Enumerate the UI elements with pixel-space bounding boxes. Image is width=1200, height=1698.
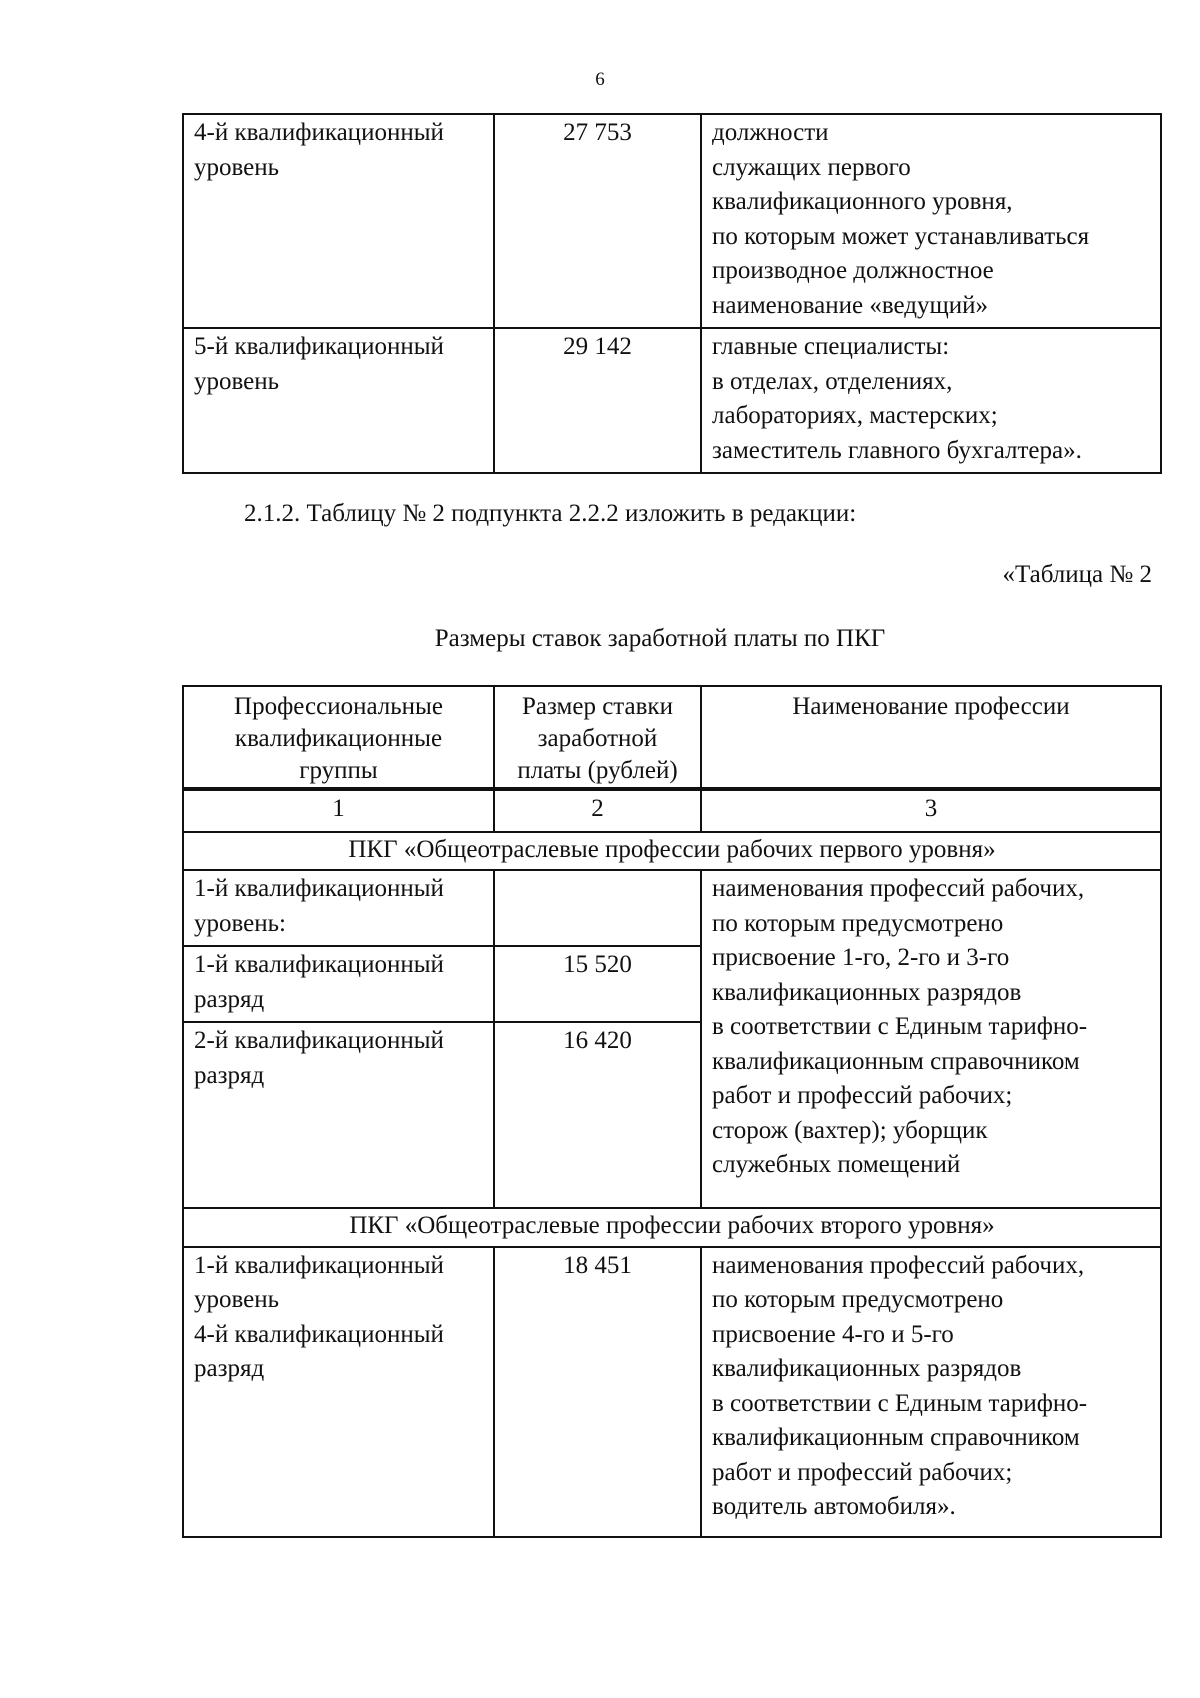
table-row (183, 870, 1161, 946)
grade-cell: 2-й квалификационный разряд (183, 1022, 494, 1208)
group-title-row (183, 832, 1161, 871)
column-number: 2 (494, 790, 701, 832)
rate-cell-empty (494, 870, 701, 946)
group-title: ПКГ «Общеотраслевые профессии рабочих первого уровня» (183, 832, 1161, 871)
column-number-row (183, 790, 1161, 832)
grade-cell: 1-й квалификационный разряд (183, 946, 494, 1022)
rate-cell: 29 142 (494, 328, 701, 473)
header-cell: Профессиональные квалификационные группы (183, 686, 494, 788)
table-row (183, 114, 1161, 328)
level-cell: 1-й квалификационный уровень 4-й квалификационный разряд (183, 1247, 494, 1537)
table2-body (182, 789, 1162, 1538)
header-cell: Наименование профессии (701, 686, 1161, 788)
names-cell: главные специалисты: в отделах, отделениях, лабораториях, мастерских; заместитель главного бухгалтера». (701, 328, 1161, 473)
group-title-row (183, 1208, 1161, 1247)
amendment-paragraph: 2.1.2. Таблицу № 2 подпункта 2.2.2 изложить в редакции: (244, 500, 857, 527)
table2-header (182, 685, 1162, 789)
names-cell: должности служащих первого квалификационного уровня, по которым может устанавливаться производное должностное наименование «ведущий» (701, 114, 1161, 328)
rate-cell: 18 451 (494, 1247, 701, 1537)
rate-cell: 27 753 (494, 114, 701, 328)
group-cell: 5-й квалификационный уровень (183, 328, 494, 473)
group-title: ПКГ «Общеотраслевые профессии рабочих второго уровня» (183, 1208, 1161, 1247)
group-cell: 4-й квалификационный уровень (183, 114, 494, 328)
page-number: 6 (595, 69, 605, 90)
table-row (183, 1247, 1161, 1537)
names-cell: наименования профессий рабочих, по которым предусмотрено присвоение 1-го, 2-го и 3-го квалификационных разрядов в соответствии с Единым тарифно- квалификационным справочником работ и профессий рабочих; сторож (вахтер); уборщик служебных помещений (701, 870, 1161, 1208)
level-cell: 1-й квалификационный уровень: (183, 870, 494, 946)
table-row (183, 328, 1161, 473)
rate-cell: 15 520 (494, 946, 701, 1022)
salary-table-continuation (182, 113, 1162, 474)
column-number: 3 (701, 790, 1161, 832)
names-cell: наименования профессий рабочих, по которым предусмотрено присвоение 4-го и 5-го квалификационных разрядов в соответствии с Единым тарифно- квалификационным справочником работ и профессий рабочих; водитель автомобиля». (701, 1247, 1161, 1537)
rate-cell: 16 420 (494, 1022, 701, 1208)
table-number: «Таблица № 2 (1002, 561, 1152, 588)
header-row (183, 686, 1161, 788)
column-number: 1 (183, 790, 494, 832)
header-cell: Размер ставки заработной платы (рублей) (494, 686, 701, 788)
table-title: Размеры ставок заработной платы по ПКГ (434, 625, 886, 652)
